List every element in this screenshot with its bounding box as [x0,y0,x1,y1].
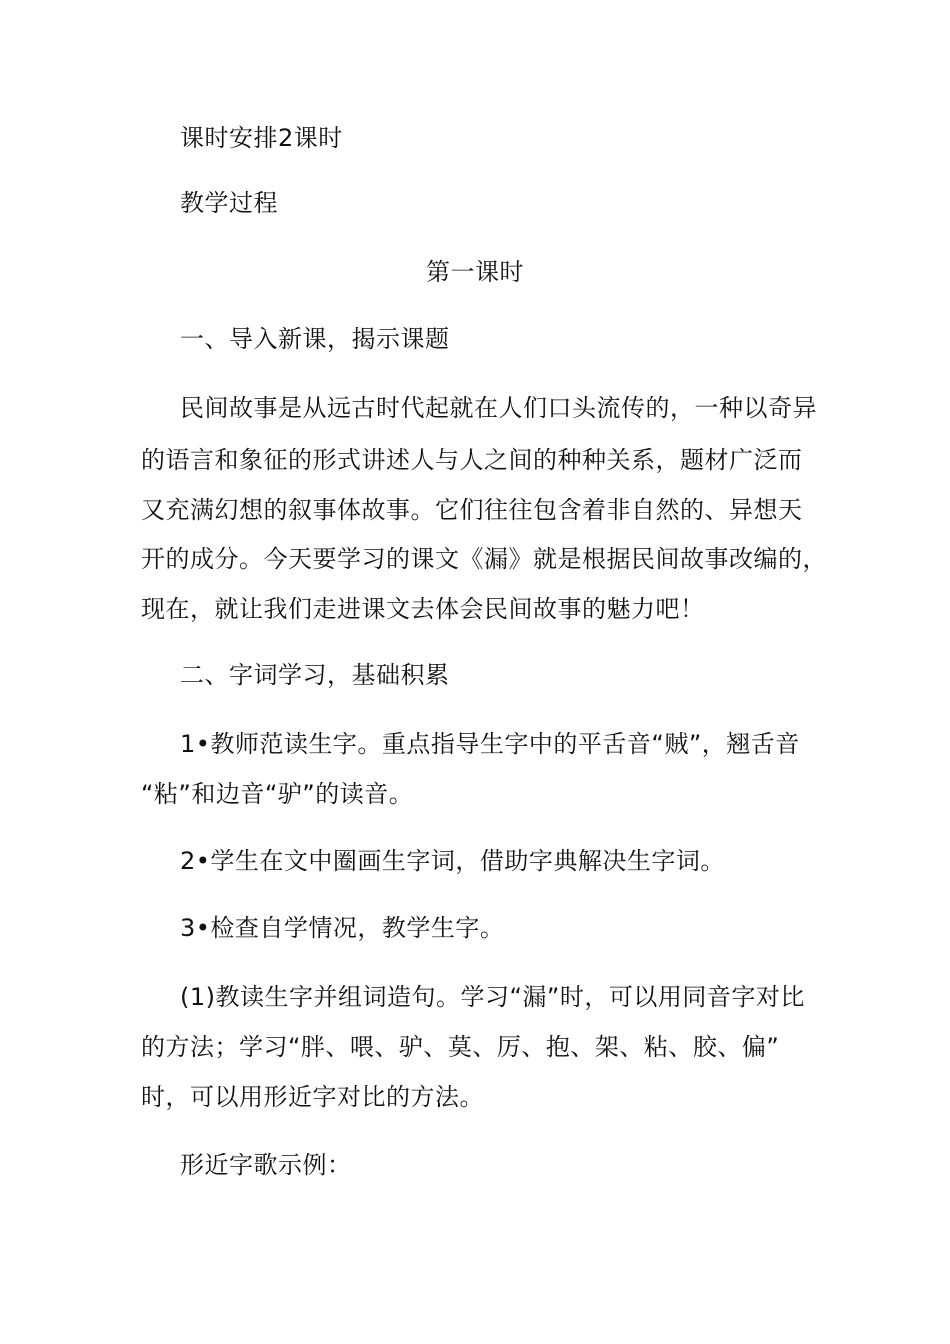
list-item-line: 1•教师范读生字。重点指导生字中的平舌音“贼”，翘舌音 [180,730,800,758]
sub-item-line: (1)教读生字并组词造句。学习“漏”时，可以用同音字对比 [180,983,805,1011]
section-heading-intro: 一、导入新课，揭示课题 [180,325,450,353]
list-item-line: 2•学生在文中圈画生字词，借助字典解决生字词。 [180,847,725,875]
paragraph-line: 开的成分。今天要学习的课文《漏》就是根据民间故事改编的， [141,545,827,573]
lesson-schedule: 课时安排2课时 [180,124,343,152]
teaching-process-heading: 教学过程 [180,189,278,217]
sub-item-line: 时，可以用形近字对比的方法。 [141,1083,484,1111]
paragraph-line: 的语言和象征的形式讲述人与人之间的种种关系，题材广泛而 [141,446,803,474]
paragraph-line: 民间故事是从远古时代起就在人们口头流传的，一种以奇异 [180,394,817,422]
list-item-line: 3•检查自学情况，教学生字。 [180,914,505,942]
example-label: 形近字歌示例： [180,1151,352,1179]
paragraph-line: 又充满幻想的叙事体故事。它们往往包含着非自然的、异想天 [141,496,803,524]
sub-item-line: 的方法；学习“胖、喂、驴、莫、厉、抱、架、粘、胶、偏” [141,1033,780,1061]
paragraph-line: 现在，就让我们走进课文去体会民间故事的魅力吧！ [141,595,705,623]
lesson-title: 第一课时 [426,258,524,286]
list-item-line: “粘”和边音“驴”的读音。 [141,780,414,808]
section-heading-vocab: 二、字词学习，基础积累 [180,661,450,689]
